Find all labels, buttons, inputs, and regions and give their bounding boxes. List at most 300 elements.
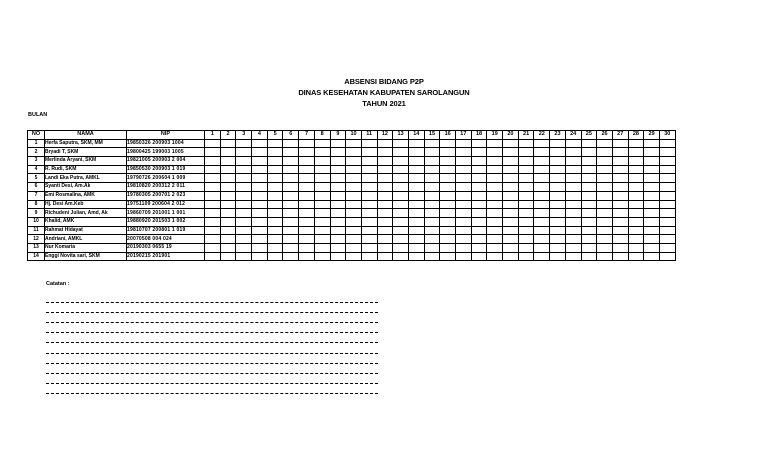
attendance-cell[interactable]	[534, 217, 550, 226]
attendance-cell[interactable]	[487, 209, 503, 218]
attendance-cell[interactable]	[330, 217, 346, 226]
attendance-cell[interactable]	[236, 191, 252, 200]
attendance-cell[interactable]	[393, 165, 409, 174]
attendance-cell[interactable]	[644, 243, 660, 252]
attendance-cell[interactable]	[393, 148, 409, 157]
attendance-cell[interactable]	[581, 252, 597, 261]
attendance-cell[interactable]	[518, 252, 534, 261]
attendance-cell[interactable]	[299, 235, 315, 244]
attendance-cell[interactable]	[330, 157, 346, 166]
attendance-cell[interactable]	[299, 252, 315, 261]
attendance-cell[interactable]	[534, 226, 550, 235]
attendance-cell[interactable]	[377, 243, 393, 252]
attendance-cell[interactable]	[408, 148, 424, 157]
attendance-cell[interactable]	[424, 217, 440, 226]
attendance-cell[interactable]	[471, 157, 487, 166]
attendance-cell[interactable]	[440, 174, 456, 183]
attendance-cell[interactable]	[252, 191, 268, 200]
attendance-cell[interactable]	[659, 252, 675, 261]
attendance-cell[interactable]	[205, 183, 221, 192]
attendance-cell[interactable]	[612, 200, 628, 209]
attendance-cell[interactable]	[361, 235, 377, 244]
attendance-cell[interactable]	[252, 165, 268, 174]
attendance-cell[interactable]	[550, 235, 566, 244]
attendance-cell[interactable]	[628, 235, 644, 244]
attendance-cell[interactable]	[346, 165, 362, 174]
attendance-cell[interactable]	[393, 174, 409, 183]
attendance-cell[interactable]	[550, 139, 566, 148]
attendance-cell[interactable]	[299, 165, 315, 174]
attendance-cell[interactable]	[440, 139, 456, 148]
attendance-cell[interactable]	[314, 209, 330, 218]
attendance-cell[interactable]	[487, 165, 503, 174]
attendance-cell[interactable]	[534, 165, 550, 174]
attendance-cell[interactable]	[487, 174, 503, 183]
attendance-cell[interactable]	[346, 217, 362, 226]
attendance-cell[interactable]	[440, 165, 456, 174]
attendance-cell[interactable]	[518, 217, 534, 226]
attendance-cell[interactable]	[659, 165, 675, 174]
attendance-cell[interactable]	[565, 148, 581, 157]
attendance-cell[interactable]	[440, 191, 456, 200]
attendance-cell[interactable]	[424, 226, 440, 235]
attendance-cell[interactable]	[267, 165, 283, 174]
attendance-cell[interactable]	[581, 217, 597, 226]
attendance-cell[interactable]	[299, 226, 315, 235]
attendance-cell[interactable]	[408, 191, 424, 200]
attendance-cell[interactable]	[612, 191, 628, 200]
attendance-cell[interactable]	[236, 243, 252, 252]
attendance-cell[interactable]	[283, 183, 299, 192]
attendance-cell[interactable]	[628, 252, 644, 261]
attendance-cell[interactable]	[393, 235, 409, 244]
attendance-cell[interactable]	[471, 217, 487, 226]
attendance-cell[interactable]	[628, 209, 644, 218]
attendance-cell[interactable]	[252, 183, 268, 192]
attendance-cell[interactable]	[361, 243, 377, 252]
attendance-cell[interactable]	[205, 165, 221, 174]
attendance-cell[interactable]	[456, 191, 472, 200]
attendance-cell[interactable]	[330, 209, 346, 218]
attendance-cell[interactable]	[424, 165, 440, 174]
attendance-cell[interactable]	[330, 174, 346, 183]
attendance-cell[interactable]	[440, 200, 456, 209]
attendance-cell[interactable]	[267, 191, 283, 200]
attendance-cell[interactable]	[565, 139, 581, 148]
attendance-cell[interactable]	[628, 226, 644, 235]
attendance-cell[interactable]	[267, 209, 283, 218]
attendance-cell[interactable]	[299, 174, 315, 183]
attendance-cell[interactable]	[440, 243, 456, 252]
attendance-cell[interactable]	[628, 191, 644, 200]
attendance-cell[interactable]	[314, 191, 330, 200]
attendance-cell[interactable]	[518, 226, 534, 235]
attendance-cell[interactable]	[581, 200, 597, 209]
attendance-cell[interactable]	[205, 235, 221, 244]
attendance-cell[interactable]	[252, 252, 268, 261]
attendance-cell[interactable]	[487, 157, 503, 166]
attendance-cell[interactable]	[361, 165, 377, 174]
attendance-cell[interactable]	[393, 243, 409, 252]
attendance-cell[interactable]	[597, 191, 613, 200]
attendance-cell[interactable]	[565, 243, 581, 252]
attendance-cell[interactable]	[503, 200, 519, 209]
attendance-cell[interactable]	[518, 209, 534, 218]
attendance-cell[interactable]	[377, 174, 393, 183]
attendance-cell[interactable]	[644, 139, 660, 148]
attendance-cell[interactable]	[220, 252, 236, 261]
attendance-cell[interactable]	[487, 183, 503, 192]
attendance-cell[interactable]	[283, 217, 299, 226]
attendance-cell[interactable]	[236, 217, 252, 226]
attendance-cell[interactable]	[440, 235, 456, 244]
attendance-cell[interactable]	[299, 183, 315, 192]
attendance-cell[interactable]	[205, 174, 221, 183]
attendance-cell[interactable]	[393, 226, 409, 235]
attendance-cell[interactable]	[252, 200, 268, 209]
attendance-cell[interactable]	[487, 139, 503, 148]
attendance-cell[interactable]	[503, 139, 519, 148]
attendance-cell[interactable]	[283, 243, 299, 252]
attendance-cell[interactable]	[330, 191, 346, 200]
attendance-cell[interactable]	[597, 235, 613, 244]
attendance-cell[interactable]	[471, 174, 487, 183]
attendance-cell[interactable]	[565, 200, 581, 209]
attendance-cell[interactable]	[267, 183, 283, 192]
attendance-cell[interactable]	[252, 157, 268, 166]
attendance-cell[interactable]	[408, 243, 424, 252]
attendance-cell[interactable]	[518, 174, 534, 183]
attendance-cell[interactable]	[252, 139, 268, 148]
attendance-cell[interactable]	[252, 148, 268, 157]
attendance-cell[interactable]	[456, 209, 472, 218]
attendance-cell[interactable]	[597, 165, 613, 174]
attendance-cell[interactable]	[659, 217, 675, 226]
attendance-cell[interactable]	[424, 191, 440, 200]
attendance-cell[interactable]	[644, 252, 660, 261]
attendance-cell[interactable]	[377, 191, 393, 200]
attendance-cell[interactable]	[518, 191, 534, 200]
attendance-cell[interactable]	[236, 209, 252, 218]
attendance-cell[interactable]	[314, 139, 330, 148]
attendance-cell[interactable]	[424, 235, 440, 244]
attendance-cell[interactable]	[361, 226, 377, 235]
attendance-cell[interactable]	[503, 217, 519, 226]
attendance-cell[interactable]	[597, 217, 613, 226]
attendance-cell[interactable]	[408, 226, 424, 235]
attendance-cell[interactable]	[236, 235, 252, 244]
attendance-cell[interactable]	[550, 183, 566, 192]
attendance-cell[interactable]	[252, 209, 268, 218]
attendance-cell[interactable]	[346, 183, 362, 192]
attendance-cell[interactable]	[361, 183, 377, 192]
attendance-cell[interactable]	[283, 174, 299, 183]
attendance-cell[interactable]	[220, 200, 236, 209]
attendance-cell[interactable]	[424, 174, 440, 183]
attendance-cell[interactable]	[565, 183, 581, 192]
attendance-cell[interactable]	[644, 226, 660, 235]
attendance-cell[interactable]	[550, 165, 566, 174]
attendance-cell[interactable]	[424, 157, 440, 166]
attendance-cell[interactable]	[456, 243, 472, 252]
attendance-cell[interactable]	[612, 209, 628, 218]
attendance-cell[interactable]	[440, 157, 456, 166]
attendance-cell[interactable]	[393, 183, 409, 192]
attendance-cell[interactable]	[487, 243, 503, 252]
attendance-cell[interactable]	[314, 148, 330, 157]
attendance-cell[interactable]	[440, 226, 456, 235]
attendance-cell[interactable]	[518, 148, 534, 157]
attendance-cell[interactable]	[205, 252, 221, 261]
attendance-cell[interactable]	[487, 191, 503, 200]
attendance-cell[interactable]	[220, 174, 236, 183]
attendance-cell[interactable]	[659, 243, 675, 252]
attendance-cell[interactable]	[518, 200, 534, 209]
attendance-cell[interactable]	[330, 226, 346, 235]
attendance-cell[interactable]	[644, 191, 660, 200]
attendance-cell[interactable]	[252, 226, 268, 235]
attendance-cell[interactable]	[236, 139, 252, 148]
attendance-cell[interactable]	[471, 200, 487, 209]
attendance-cell[interactable]	[314, 226, 330, 235]
attendance-cell[interactable]	[393, 217, 409, 226]
attendance-cell[interactable]	[408, 183, 424, 192]
attendance-cell[interactable]	[393, 252, 409, 261]
attendance-cell[interactable]	[440, 217, 456, 226]
attendance-cell[interactable]	[471, 209, 487, 218]
attendance-cell[interactable]	[534, 157, 550, 166]
attendance-cell[interactable]	[220, 226, 236, 235]
attendance-cell[interactable]	[299, 139, 315, 148]
attendance-cell[interactable]	[440, 183, 456, 192]
attendance-cell[interactable]	[220, 148, 236, 157]
attendance-cell[interactable]	[252, 217, 268, 226]
attendance-cell[interactable]	[628, 200, 644, 209]
attendance-cell[interactable]	[456, 200, 472, 209]
attendance-cell[interactable]	[283, 252, 299, 261]
attendance-cell[interactable]	[346, 200, 362, 209]
attendance-cell[interactable]	[471, 226, 487, 235]
attendance-cell[interactable]	[314, 252, 330, 261]
attendance-cell[interactable]	[314, 165, 330, 174]
attendance-cell[interactable]	[550, 226, 566, 235]
attendance-cell[interactable]	[534, 235, 550, 244]
attendance-cell[interactable]	[408, 174, 424, 183]
attendance-cell[interactable]	[361, 174, 377, 183]
attendance-cell[interactable]	[581, 243, 597, 252]
attendance-cell[interactable]	[471, 243, 487, 252]
attendance-cell[interactable]	[550, 243, 566, 252]
attendance-cell[interactable]	[471, 139, 487, 148]
attendance-cell[interactable]	[283, 191, 299, 200]
attendance-cell[interactable]	[267, 157, 283, 166]
attendance-cell[interactable]	[597, 252, 613, 261]
attendance-cell[interactable]	[565, 217, 581, 226]
attendance-cell[interactable]	[471, 183, 487, 192]
attendance-cell[interactable]	[377, 209, 393, 218]
attendance-cell[interactable]	[314, 235, 330, 244]
attendance-cell[interactable]	[503, 174, 519, 183]
attendance-cell[interactable]	[330, 139, 346, 148]
attendance-cell[interactable]	[408, 139, 424, 148]
attendance-cell[interactable]	[267, 174, 283, 183]
attendance-cell[interactable]	[503, 165, 519, 174]
attendance-cell[interactable]	[236, 148, 252, 157]
attendance-cell[interactable]	[330, 235, 346, 244]
attendance-cell[interactable]	[205, 226, 221, 235]
attendance-cell[interactable]	[503, 191, 519, 200]
attendance-cell[interactable]	[408, 209, 424, 218]
attendance-cell[interactable]	[346, 235, 362, 244]
attendance-cell[interactable]	[377, 217, 393, 226]
attendance-cell[interactable]	[487, 148, 503, 157]
attendance-cell[interactable]	[330, 200, 346, 209]
attendance-cell[interactable]	[377, 235, 393, 244]
attendance-cell[interactable]	[550, 200, 566, 209]
attendance-cell[interactable]	[534, 191, 550, 200]
attendance-cell[interactable]	[659, 148, 675, 157]
attendance-cell[interactable]	[220, 191, 236, 200]
attendance-cell[interactable]	[408, 252, 424, 261]
attendance-cell[interactable]	[644, 235, 660, 244]
attendance-cell[interactable]	[644, 165, 660, 174]
attendance-cell[interactable]	[205, 139, 221, 148]
attendance-cell[interactable]	[456, 183, 472, 192]
attendance-cell[interactable]	[503, 148, 519, 157]
attendance-cell[interactable]	[628, 157, 644, 166]
attendance-cell[interactable]	[346, 148, 362, 157]
attendance-cell[interactable]	[456, 235, 472, 244]
attendance-cell[interactable]	[565, 226, 581, 235]
attendance-cell[interactable]	[565, 191, 581, 200]
attendance-cell[interactable]	[456, 252, 472, 261]
attendance-cell[interactable]	[299, 191, 315, 200]
attendance-cell[interactable]	[612, 226, 628, 235]
attendance-cell[interactable]	[644, 209, 660, 218]
attendance-cell[interactable]	[424, 252, 440, 261]
attendance-cell[interactable]	[550, 217, 566, 226]
attendance-cell[interactable]	[659, 139, 675, 148]
attendance-cell[interactable]	[644, 148, 660, 157]
attendance-cell[interactable]	[330, 243, 346, 252]
attendance-cell[interactable]	[424, 183, 440, 192]
attendance-cell[interactable]	[205, 217, 221, 226]
attendance-cell[interactable]	[471, 235, 487, 244]
attendance-cell[interactable]	[644, 200, 660, 209]
attendance-cell[interactable]	[612, 217, 628, 226]
attendance-cell[interactable]	[534, 183, 550, 192]
attendance-cell[interactable]	[581, 209, 597, 218]
attendance-cell[interactable]	[267, 243, 283, 252]
attendance-cell[interactable]	[612, 243, 628, 252]
attendance-cell[interactable]	[628, 217, 644, 226]
attendance-cell[interactable]	[252, 174, 268, 183]
attendance-cell[interactable]	[377, 226, 393, 235]
attendance-cell[interactable]	[503, 226, 519, 235]
attendance-cell[interactable]	[503, 252, 519, 261]
attendance-cell[interactable]	[534, 209, 550, 218]
attendance-cell[interactable]	[471, 191, 487, 200]
attendance-cell[interactable]	[659, 191, 675, 200]
attendance-cell[interactable]	[597, 226, 613, 235]
attendance-cell[interactable]	[346, 209, 362, 218]
attendance-cell[interactable]	[518, 139, 534, 148]
attendance-cell[interactable]	[518, 165, 534, 174]
attendance-cell[interactable]	[659, 235, 675, 244]
attendance-cell[interactable]	[534, 174, 550, 183]
attendance-cell[interactable]	[377, 252, 393, 261]
attendance-cell[interactable]	[424, 200, 440, 209]
attendance-cell[interactable]	[361, 252, 377, 261]
attendance-cell[interactable]	[503, 243, 519, 252]
attendance-cell[interactable]	[644, 217, 660, 226]
attendance-cell[interactable]	[612, 174, 628, 183]
attendance-cell[interactable]	[628, 183, 644, 192]
attendance-cell[interactable]	[236, 165, 252, 174]
attendance-cell[interactable]	[314, 174, 330, 183]
attendance-cell[interactable]	[518, 157, 534, 166]
attendance-cell[interactable]	[456, 226, 472, 235]
attendance-cell[interactable]	[471, 252, 487, 261]
attendance-cell[interactable]	[644, 157, 660, 166]
attendance-cell[interactable]	[283, 148, 299, 157]
attendance-cell[interactable]	[456, 157, 472, 166]
attendance-cell[interactable]	[581, 226, 597, 235]
attendance-cell[interactable]	[236, 252, 252, 261]
attendance-cell[interactable]	[314, 157, 330, 166]
attendance-cell[interactable]	[503, 183, 519, 192]
attendance-cell[interactable]	[236, 226, 252, 235]
attendance-cell[interactable]	[346, 139, 362, 148]
attendance-cell[interactable]	[628, 148, 644, 157]
attendance-cell[interactable]	[612, 183, 628, 192]
attendance-cell[interactable]	[487, 235, 503, 244]
attendance-cell[interactable]	[487, 252, 503, 261]
attendance-cell[interactable]	[408, 217, 424, 226]
attendance-cell[interactable]	[612, 235, 628, 244]
attendance-cell[interactable]	[612, 157, 628, 166]
attendance-cell[interactable]	[612, 165, 628, 174]
attendance-cell[interactable]	[612, 252, 628, 261]
attendance-cell[interactable]	[503, 235, 519, 244]
attendance-cell[interactable]	[205, 200, 221, 209]
attendance-cell[interactable]	[393, 209, 409, 218]
attendance-cell[interactable]	[597, 183, 613, 192]
attendance-cell[interactable]	[550, 174, 566, 183]
attendance-cell[interactable]	[267, 148, 283, 157]
attendance-cell[interactable]	[597, 243, 613, 252]
attendance-cell[interactable]	[456, 174, 472, 183]
attendance-cell[interactable]	[346, 243, 362, 252]
attendance-cell[interactable]	[393, 139, 409, 148]
attendance-cell[interactable]	[424, 139, 440, 148]
attendance-cell[interactable]	[440, 209, 456, 218]
attendance-cell[interactable]	[487, 200, 503, 209]
attendance-cell[interactable]	[205, 243, 221, 252]
attendance-cell[interactable]	[471, 148, 487, 157]
attendance-cell[interactable]	[330, 252, 346, 261]
attendance-cell[interactable]	[487, 217, 503, 226]
attendance-cell[interactable]	[377, 148, 393, 157]
attendance-cell[interactable]	[534, 148, 550, 157]
attendance-cell[interactable]	[518, 243, 534, 252]
attendance-cell[interactable]	[377, 183, 393, 192]
attendance-cell[interactable]	[628, 165, 644, 174]
attendance-cell[interactable]	[581, 183, 597, 192]
attendance-cell[interactable]	[597, 200, 613, 209]
attendance-cell[interactable]	[628, 243, 644, 252]
attendance-cell[interactable]	[205, 209, 221, 218]
